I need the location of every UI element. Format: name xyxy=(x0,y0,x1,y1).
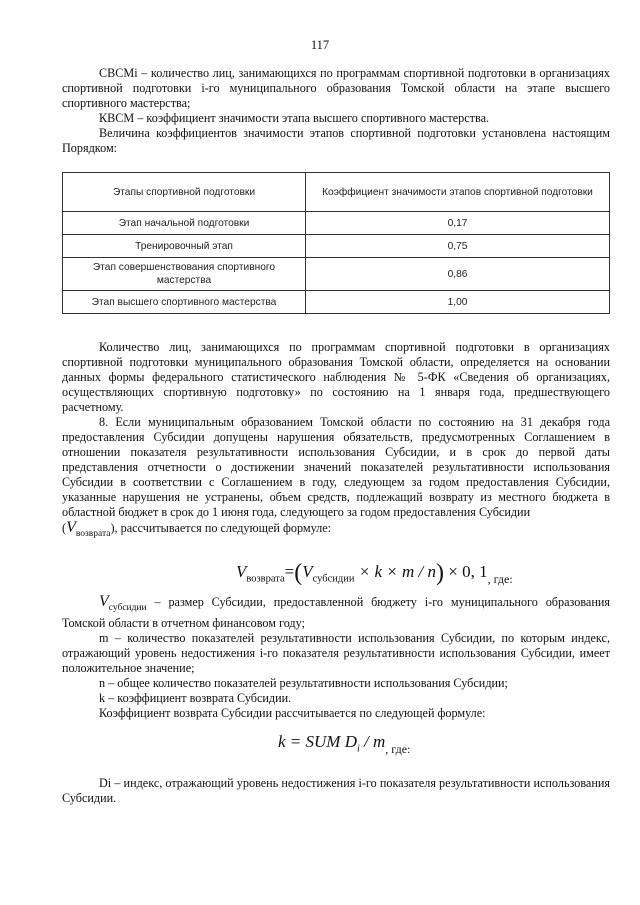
def-m: m – количество показателей результативности использования Субсидии, по которым индекс, отражающий уровень недостижения i-го показателя результативности использования Субсидии, имеет положительное значение; xyxy=(62,631,610,676)
def-k: k – коэффициент возврата Субсидии. xyxy=(99,691,292,706)
formula-k-right: / m xyxy=(359,732,386,751)
def-v-subsidii xyxy=(62,594,610,631)
coefficients-table xyxy=(62,172,610,314)
symbol-sub-vozvrata: возврата xyxy=(75,529,111,540)
paragraph-kvsm: КВСМ – коэффициент значимости этапа высшего спортивного мастерства. xyxy=(99,111,490,125)
paragraph-refund-rule xyxy=(62,415,610,542)
formula-mid: × k × m / n xyxy=(354,562,436,581)
table-row xyxy=(63,212,610,235)
table-row xyxy=(63,258,610,291)
definitions-block xyxy=(62,594,610,721)
table-row xyxy=(63,291,610,314)
table-cell-stage: Этап совершенствования спортивного мастерства xyxy=(63,258,306,291)
def-di: Di – индекс, отражающий уровень недостижения i-го показателя результативности использования Субсидии. xyxy=(62,776,610,805)
table-cell-value: 1,00 xyxy=(306,291,610,314)
closing-block xyxy=(62,776,610,806)
formula-eq: = xyxy=(284,562,295,581)
formula-k-gde: , где: xyxy=(385,742,411,756)
table-header-stage: Этапы спортивной подготовки xyxy=(63,173,306,212)
formula-refund xyxy=(236,560,513,587)
table-cell-stage: Этап начальной подготовки xyxy=(63,212,306,235)
formula-gde: , где: xyxy=(487,572,513,586)
formula-tail: × 0, 1 xyxy=(443,562,488,581)
table-row xyxy=(63,235,610,258)
table-cell-value: 0,75 xyxy=(306,235,610,258)
v-subsidii-symbol xyxy=(99,593,147,614)
table-header-coefficient: Коэффициент значимости этапов спортивной подготовки xyxy=(306,173,610,212)
def-symbol-v: V xyxy=(99,593,109,610)
paragraph-svsm: СВСМi – количество лиц, занимающихся по программам спортивной подготовки в организациях спортивной подготовки i-го муниципального образования Томской области на этапе высшего спортивного мастерства; xyxy=(62,66,610,110)
paragraph-coef-intro: Величина коэффициентов значимости этапов спортивной подготовки установлена настоящим Порядком: xyxy=(62,126,610,155)
page-number: 117 xyxy=(310,38,330,52)
v-vozvrata-symbol xyxy=(66,519,111,540)
table-cell-value: 0,86 xyxy=(306,258,610,291)
def-n: n – общее количество показателей результативности использования Субсидии; xyxy=(99,676,508,691)
formula-sub-vozvrata: возврата xyxy=(246,573,285,585)
refund-rule-tail: ), рассчитывается по следующей формуле: xyxy=(110,521,332,535)
table-cell-value: 0,17 xyxy=(306,212,610,235)
formula-k-left: k = SUM D xyxy=(278,732,357,751)
formula-k xyxy=(278,734,410,757)
formula-paren-open: ( xyxy=(294,560,303,586)
paragraph-athlete-count: Количество лиц, занимающихся по программам спортивной подготовки в организациях спортивной подготовки муниципального образования Томской области, определяется на основании данных формы федерального статистического наблюдения № 5-ФК «Сведения об организациях, осуществляющих спортивную подготовку» по состоянию на 1 января года, предшествующего расчетному. xyxy=(62,340,610,414)
def-symbol-sub: субсидии xyxy=(108,603,147,614)
paren-open: ( xyxy=(62,521,67,535)
formula-k-sub: i xyxy=(356,743,360,755)
formula-v: V xyxy=(236,562,247,581)
table-cell-stage: Тренировочный этап xyxy=(63,235,306,258)
symbol-v: V xyxy=(66,519,76,536)
def-v-subsidii-text: – размер Субсидии, предоставленной бюджету i-го муниципального образования Томской области в отчетном финансовом году; xyxy=(62,595,610,631)
k-formula-intro: Коэффициент возврата Субсидии рассчитывается по следующей формуле: xyxy=(99,706,486,721)
formula-sub-subsidii: субсидии xyxy=(312,573,355,585)
formula-v2: V xyxy=(302,562,313,581)
table-header-row xyxy=(63,173,610,212)
body-block xyxy=(62,340,610,542)
formula-paren-close: ) xyxy=(435,560,444,586)
intro-block xyxy=(62,66,610,156)
refund-rule-text: 8. Если муниципальным образованием Томской области по состоянию на 31 декабря года предоставления Субсидии допущены нарушения обязательств, предусмотренных Соглашением в отношении показателя результативности использования Субсидии, и в срок до первой даты представления отчетности о достижении значений показателей результативности использования Субсидии в соответствии с Соглашением в году, следующем за годом предоставления Субсидии, указанные нарушения не устранены, объем средств, подлежащий возврату из местного бюджета в областной бюджет в срок до 1 июня года, следующего за годом предоставления Субсидии xyxy=(62,415,610,519)
table-cell-stage: Этап высшего спортивного мастерства xyxy=(63,291,306,314)
